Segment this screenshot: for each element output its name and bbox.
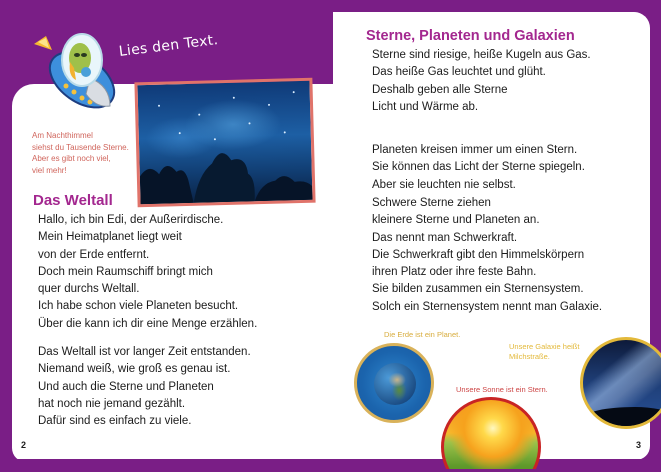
globe-icon — [374, 363, 416, 405]
page-number: 3 — [636, 440, 642, 450]
earth-caption: Die Erde ist ein Planet. — [384, 330, 461, 339]
paragraph: Das Weltall ist vor langer Zeit entstanden. Niemand weiß, wie groß es genau ist. Und auch die Sterne und Planeten hat noch nie jemand gezählt. Dafür sind es einfach zu viele. — [38, 346, 251, 428]
paragraph: Hallo, ich bin Edi, der Außerirdische. Mein Heimatplanet liegt weit von der Erde entfernt. Doch mein Raumschiff bringt mich quer durchs Weltall. Ich habe schon viele Planeten besucht. Über die kann ich dir eine Menge erzählen. — [38, 214, 258, 330]
night-sky-photo — [134, 78, 315, 208]
section-heading-weltall: Das Weltall — [33, 192, 113, 209]
sun-caption: Unsere Sonne ist ein Stern. — [456, 385, 548, 394]
milky-way-image — [580, 337, 661, 429]
instruction-text: Lies den Text. — [118, 31, 220, 60]
hill-silhouette-icon — [583, 407, 661, 426]
section-heading-sterne: Sterne, Planeten und Galaxien — [366, 28, 575, 44]
bottom-border — [0, 459, 661, 472]
paragraph: Sterne sind riesige, heiße Kugeln aus Gas. Das heiße Gas leuchtet und glüht. Deshalb geben alle Sterne Licht und Wärme ab. — [372, 49, 591, 113]
paragraph: Schwere Sterne ziehen kleinere Sterne und Planeten an. Das nennt man Schwerkraft. Die Schwerkraft gibt den Himmelskörpern ihren Platz oder ihre feste Bahn. Sie bilden zusammen ein Sternensystem. Solch ein Sternensystem nennt man Galaxie. — [372, 197, 603, 313]
earth-image — [354, 343, 434, 423]
alien-rocket-mascot-icon — [30, 28, 120, 113]
galaxy-caption: Unsere Galaxie heißt Milchstraße. — [509, 342, 580, 361]
photo-caption: Am Nachthimmel siehst du Tausende Sterne. Aber es gibt noch viel, viel mehr! — [32, 131, 129, 175]
tree-silhouette-icon — [139, 134, 313, 204]
page-number: 2 — [21, 440, 27, 450]
paragraph: Planeten kreisen immer um einen Stern. Sie können das Licht der Sterne spiegeln. Aber sie leuchten nie selbst. — [372, 144, 585, 191]
